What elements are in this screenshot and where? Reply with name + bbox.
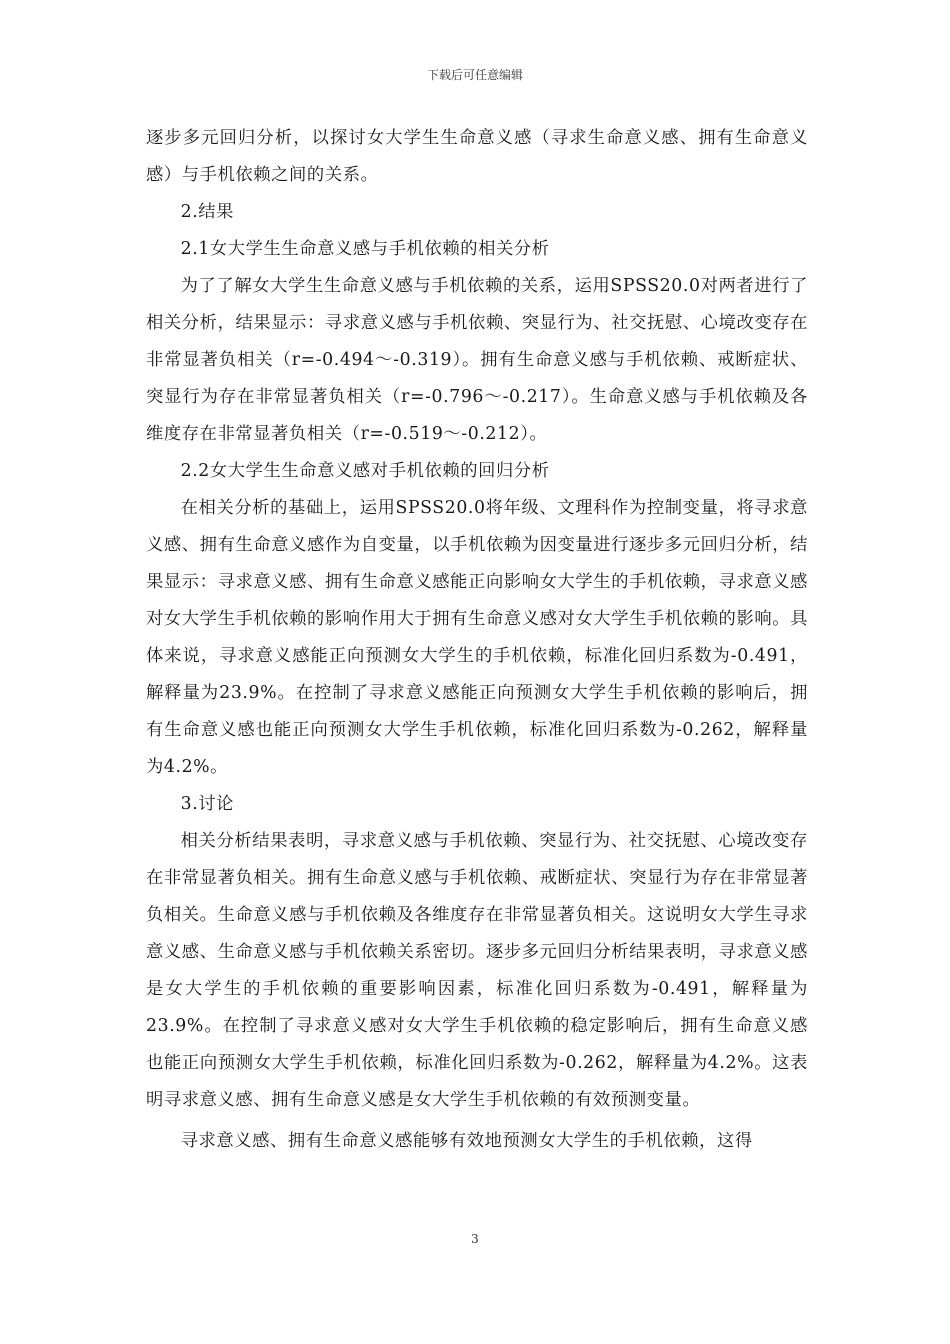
section-heading-results: 2.结果 (180, 202, 235, 222)
paragraph-continuation: 逐步多元回归分析，以探讨女大学生生命意义感（寻求生命意义感、拥有生命意义感）与手机依赖之间的关系。 (146, 128, 808, 185)
subsection-heading-correlation: 2.1女大学生生命意义感与手机依赖的相关分析 (180, 239, 550, 259)
paragraph-correlation: 为了了解女大学生生命意义感与手机依赖的关系，运用SPSS20.0对两者进行了相关分析，结果显示：寻求意义感与手机依赖、突显行为、社交抚慰、心境改变存在非常显著负相关（r=-0.494～-0.319）。拥有生命意义感与手机依赖、戒断症状、突显行为存在非常显著负相关（r=-0.796～-0.217）。生命意义感与手机依赖及各维度存在非常显著负相关（r=-0.519～-0.212）。 (146, 276, 808, 444)
paragraph-regression: 在相关分析的基础上，运用SPSS20.0将年级、文理科作为控制变量，将寻求意义感、拥有生命意义感作为自变量，以手机依赖为因变量进行逐步多元回归分析，结果显示：寻求意义感、拥有生命意义感能正向影响女大学生的手机依赖，寻求意义感对女大学生手机依赖的影响作用大于拥有生命意义感对女大学生手机依赖的影响。具体来说，寻求意义感能正向预测女大学生的手机依赖，标准化回归系数为-0.491，解释量为23.9%。在控制了寻求意义感能正向预测女大学生手机依赖的影响后，拥有生命意义感也能正向预测女大学生手机依赖，标准化回归系数为-0.262，解释量为4.2%。 (146, 498, 808, 777)
page-number: 3 (471, 1232, 479, 1246)
document-body (146, 120, 808, 1160)
paragraph-discussion-continued: 寻求意义感、拥有生命意义感能够有效地预测女大学生的手机依赖，这得 (180, 1131, 753, 1151)
page-header: 下载后可任意编辑 (426, 68, 523, 82)
subsection-heading-regression: 2.2女大学生生命意义感对手机依赖的回归分析 (180, 461, 550, 481)
paragraph-discussion: 相关分析结果表明，寻求意义感与手机依赖、突显行为、社交抚慰、心境改变存在非常显著负相关。拥有生命意义感与手机依赖、戒断症状、突显行为存在非常显著负相关。生命意义感与手机依赖及各维度存在非常显著负相关。这说明女大学生寻求意义感、生命意义感与手机依赖关系密切。逐步多元回归分析结果表明，寻求意义感是女大学生的手机依赖的重要影响因素，标准化回归系数为-0.491，解释量为23.9%。在控制了寻求意义感对女大学生手机依赖的稳定影响后，拥有生命意义感也能正向预测女大学生手机依赖，标准化回归系数为-0.262，解释量为4.2%。这表明寻求意义感、拥有生命意义感是女大学生手机依赖的有效预测变量。 (146, 831, 808, 1110)
section-heading-discussion: 3.讨论 (180, 794, 235, 814)
